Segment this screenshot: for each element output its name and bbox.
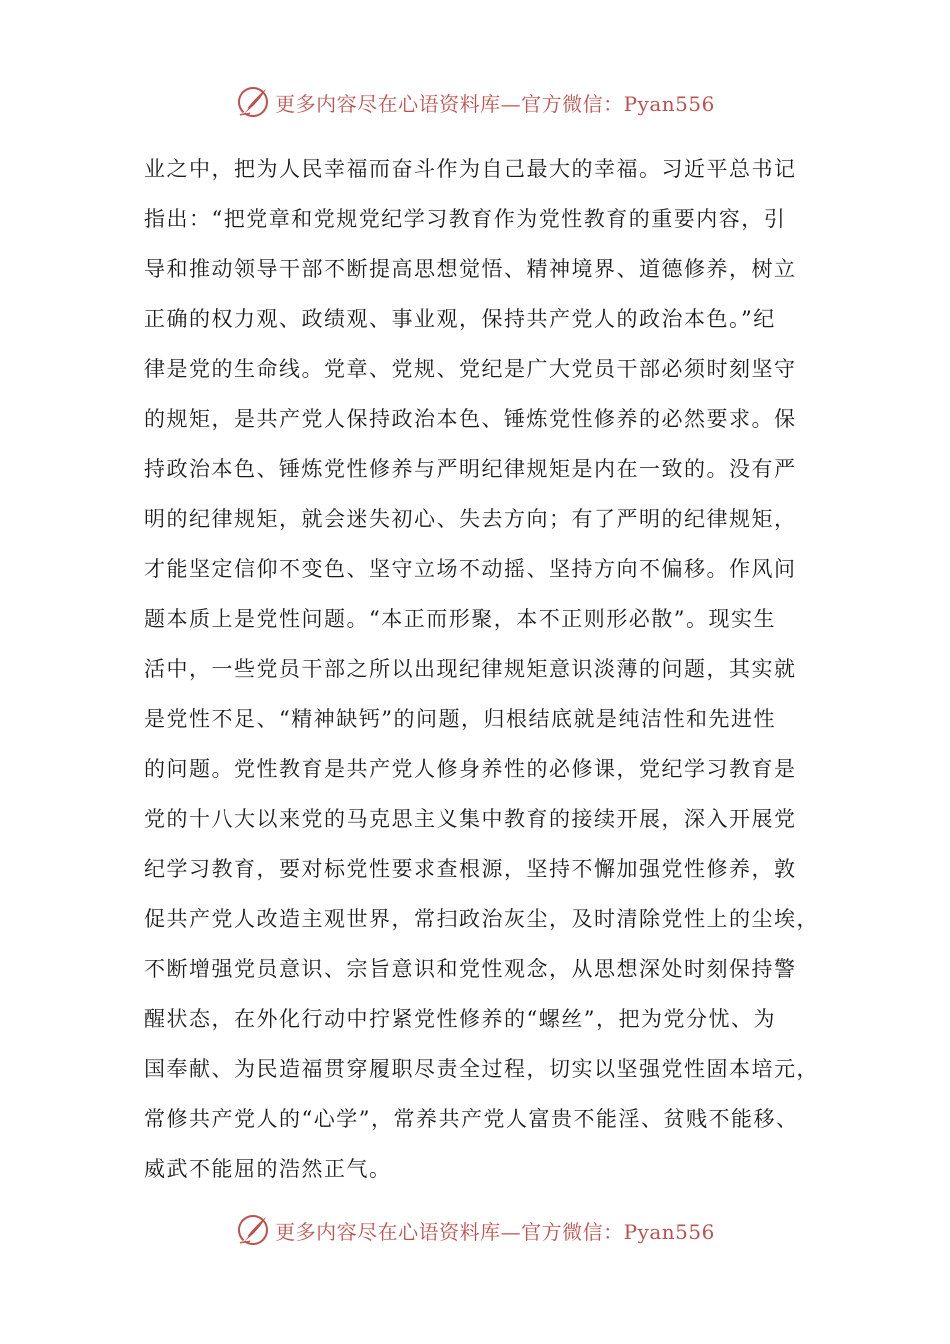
- text-line: 才能坚定信仰不变色、坚守立场不动摇、坚持方向不偏移。作风问: [144, 557, 797, 581]
- text-line: 不断增强党员意识、宗旨意识和党性观念，从思想深处时刻保持警: [144, 957, 797, 981]
- footer-banner: [0, 1208, 950, 1252]
- text-line: 导和推动领导干部不断提高思想觉悟、精神境界、道德修养，树立: [144, 257, 797, 281]
- document-body: [144, 150, 824, 1200]
- text-line: 的问题。党性教育是共产党人修身养性的必修课，党纪学习教育是: [144, 757, 797, 781]
- text-line: 题本质上是党性问题。“本正而形聚，本不正则形必散”。现实生: [144, 607, 776, 631]
- text-line: 国奉献、为民造福贯穿履职尽责全过程，切实以坚强党性固本培元，: [144, 1057, 819, 1081]
- text-line: 指出：“把党章和党规党纪学习教育作为党性教育的重要内容，引: [144, 207, 787, 231]
- footer-banner-text: 更多内容尽在心语资料库—官方微信：Pyan556: [275, 1219, 715, 1244]
- text-line: 常修共产党人的“心学”，常养共产党人富贵不能淫、贫贱不能移、: [144, 1107, 799, 1131]
- text-line: 党的十八大以来党的马克思主义集中教育的接续开展，深入开展党: [144, 807, 797, 831]
- quill-pen-logo-icon: [235, 84, 271, 120]
- text-line: 正确的权力观、政绩观、事业观，保持共产党人的政治本色。”纪: [144, 307, 776, 331]
- text-line: 是党性不足、“精神缺钙”的问题，归根结底就是纯洁性和先进性: [144, 707, 776, 731]
- text-line: 醒状态，在外化行动中拧紧党性修养的“螺丝”，把为党分忧、为: [144, 1007, 776, 1031]
- text-line: 促共产党人改造主观世界，常扫政治灰尘，及时清除党性上的尘埃，: [144, 907, 819, 931]
- text-line: 业之中，把为人民幸福而奋斗作为自己最大的幸福。习近平总书记: [144, 157, 797, 181]
- text-line: 持政治本色、锤炼党性修养与严明纪律规矩是内在一致的。没有严: [144, 457, 797, 481]
- text-line: 的规矩，是共产党人保持政治本色、锤炼党性修养的必然要求。保: [144, 407, 797, 431]
- text-line: 纪学习教育，要对标党性要求查根源，坚持不懈加强党性修养，敦: [144, 857, 797, 881]
- text-line: 律是党的生命线。党章、党规、党纪是广大党员干部必须时刻坚守: [144, 357, 797, 381]
- text-line: 威武不能屈的浩然正气。: [144, 1157, 392, 1181]
- header-banner-text: 更多内容尽在心语资料库—官方微信：Pyan556: [275, 91, 715, 116]
- text-line: 活中，一些党员干部之所以出现纪律规矩意识淡薄的问题，其实就: [144, 657, 797, 681]
- text-line: 明的纪律规矩，就会迷失初心、失去方向；有了严明的纪律规矩，: [144, 507, 797, 531]
- header-banner: [0, 80, 950, 124]
- quill-pen-logo-icon: [235, 1212, 271, 1248]
